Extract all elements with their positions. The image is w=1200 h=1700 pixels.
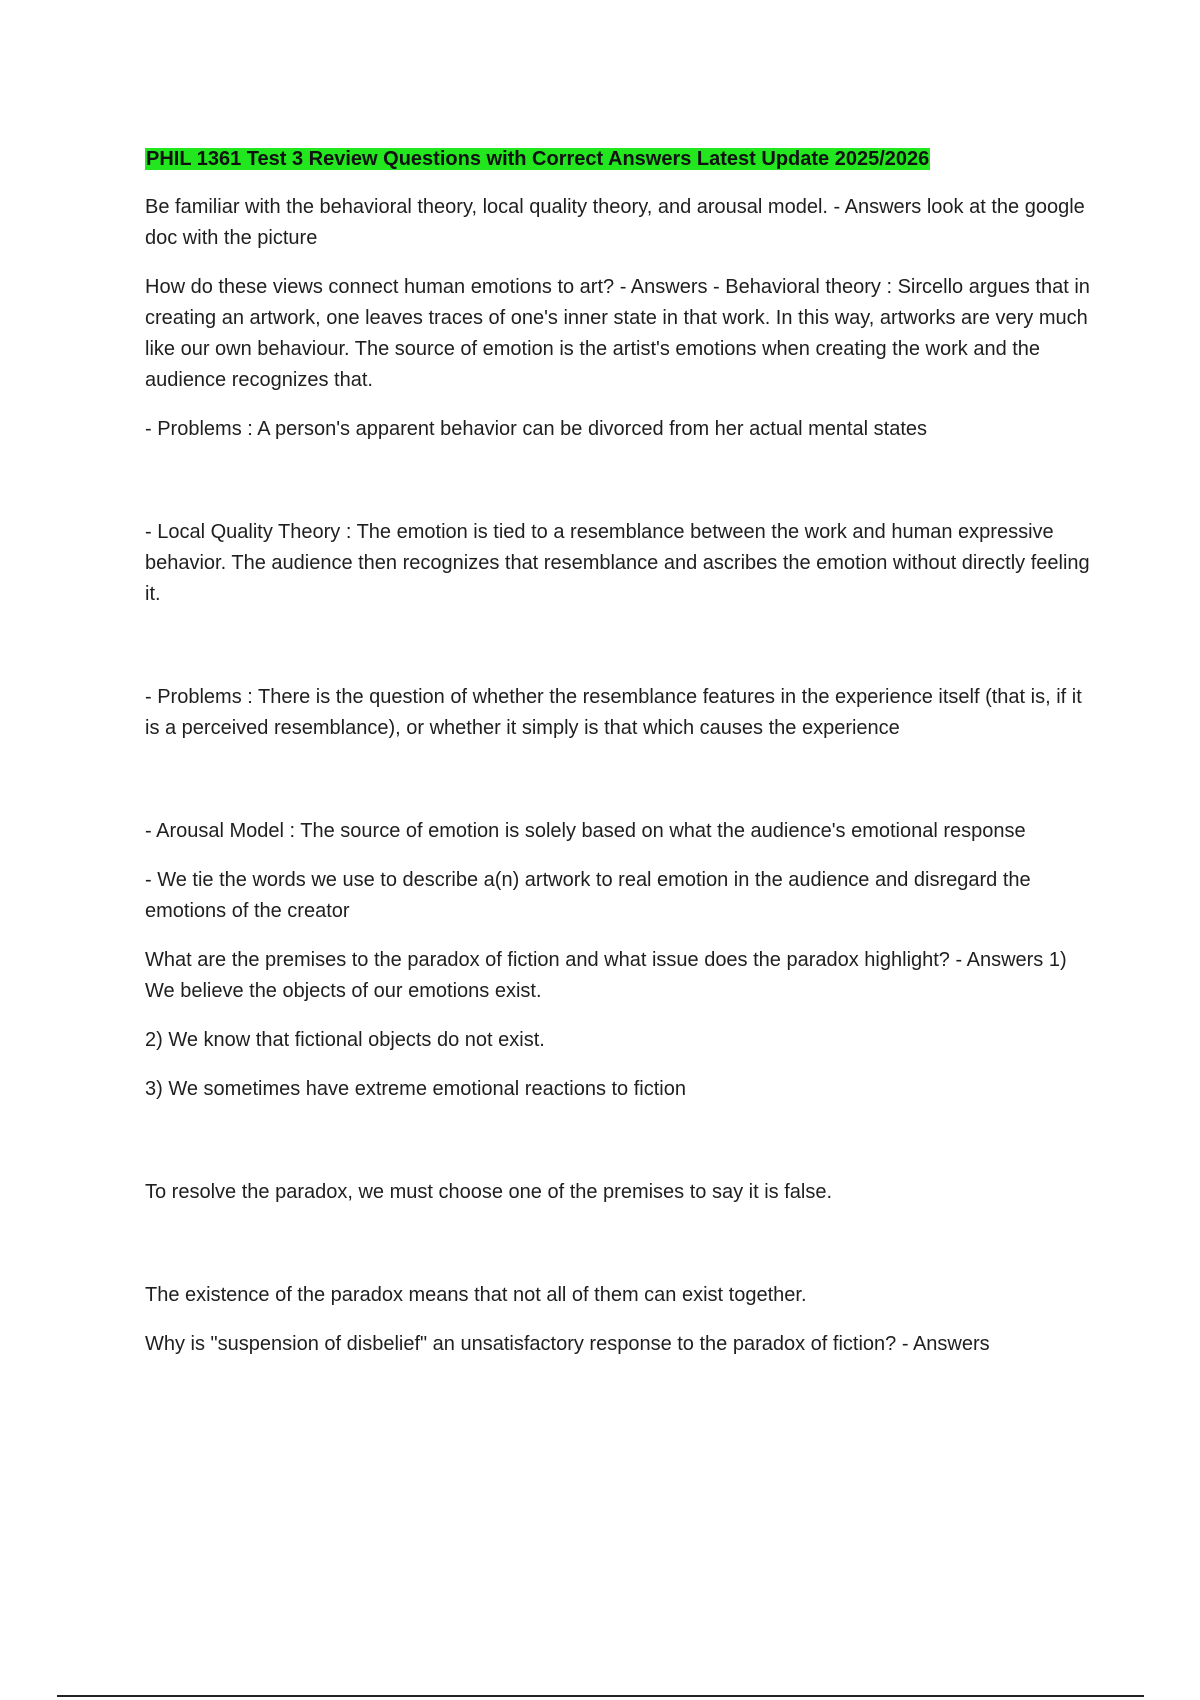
paragraph-premise-2: 2) We know that fictional objects do not exist.: [145, 1029, 545, 1051]
document-title: PHIL 1361 Test 3 Review Questions with Correct Answers Latest Update 2025/2026: [146, 148, 930, 170]
footer-divider: [57, 1695, 1144, 1697]
paragraph-premise-3: 3) We sometimes have extreme emotional reactions to fiction: [145, 1078, 686, 1100]
paragraph-existence-paradox: The existence of the paradox means that not all of them can exist together.: [145, 1284, 807, 1306]
paragraph-paradox-question: What are the premises to the paradox of fiction and what issue does the paradox highlight? - Answers 1) We believe the objects of our emotions exist.: [145, 949, 1067, 1002]
title-line: [145, 144, 1095, 176]
paragraph-suspension-disbelief: Why is "suspension of disbelief" an unsatisfactory response to the paradox of fiction? - Answers: [145, 1333, 990, 1355]
paragraph-resolve-paradox: To resolve the paradox, we must choose one of the premises to say it is false.: [145, 1181, 833, 1203]
paragraph-local-quality-theory: - Local Quality Theory : The emotion is tied to a resemblance between the work and human expressive behavior. The audience then recognizes that resemblance and ascribes the emotion without directly feeling it.: [145, 521, 1090, 605]
document-body: [145, 144, 1095, 1378]
paragraph-behavioral-problems: - Problems : A person's apparent behavior can be divorced from her actual mental states: [145, 418, 928, 440]
paragraph-arousal-words: - We tie the words we use to describe a(n) artwork to real emotion in the audience and disregard the emotions of the creator: [145, 869, 1031, 922]
paragraph-arousal-model: - Arousal Model : The source of emotion is solely based on what the audience's emotional response: [145, 820, 1026, 842]
paragraph-local-quality-problems: - Problems : There is the question of whether the resemblance features in the experience itself (that is, if it is a perceived resemblance), or whether it simply is that which causes the experience: [145, 686, 1082, 739]
paragraph-familiarity: Be familiar with the behavioral theory, local quality theory, and arousal model. - Answers look at the google doc with the picture: [145, 196, 1085, 249]
paragraph-behavioral-theory: How do these views connect human emotions to art? - Answers - Behavioral theory : Sircello argues that in creating an artwork, one leaves traces of one's inner state in that work. In this way, artworks are very much like our own behaviour. The source of emotion is the artist's emotions when creating the work and the audience recognizes that.: [145, 276, 1090, 391]
